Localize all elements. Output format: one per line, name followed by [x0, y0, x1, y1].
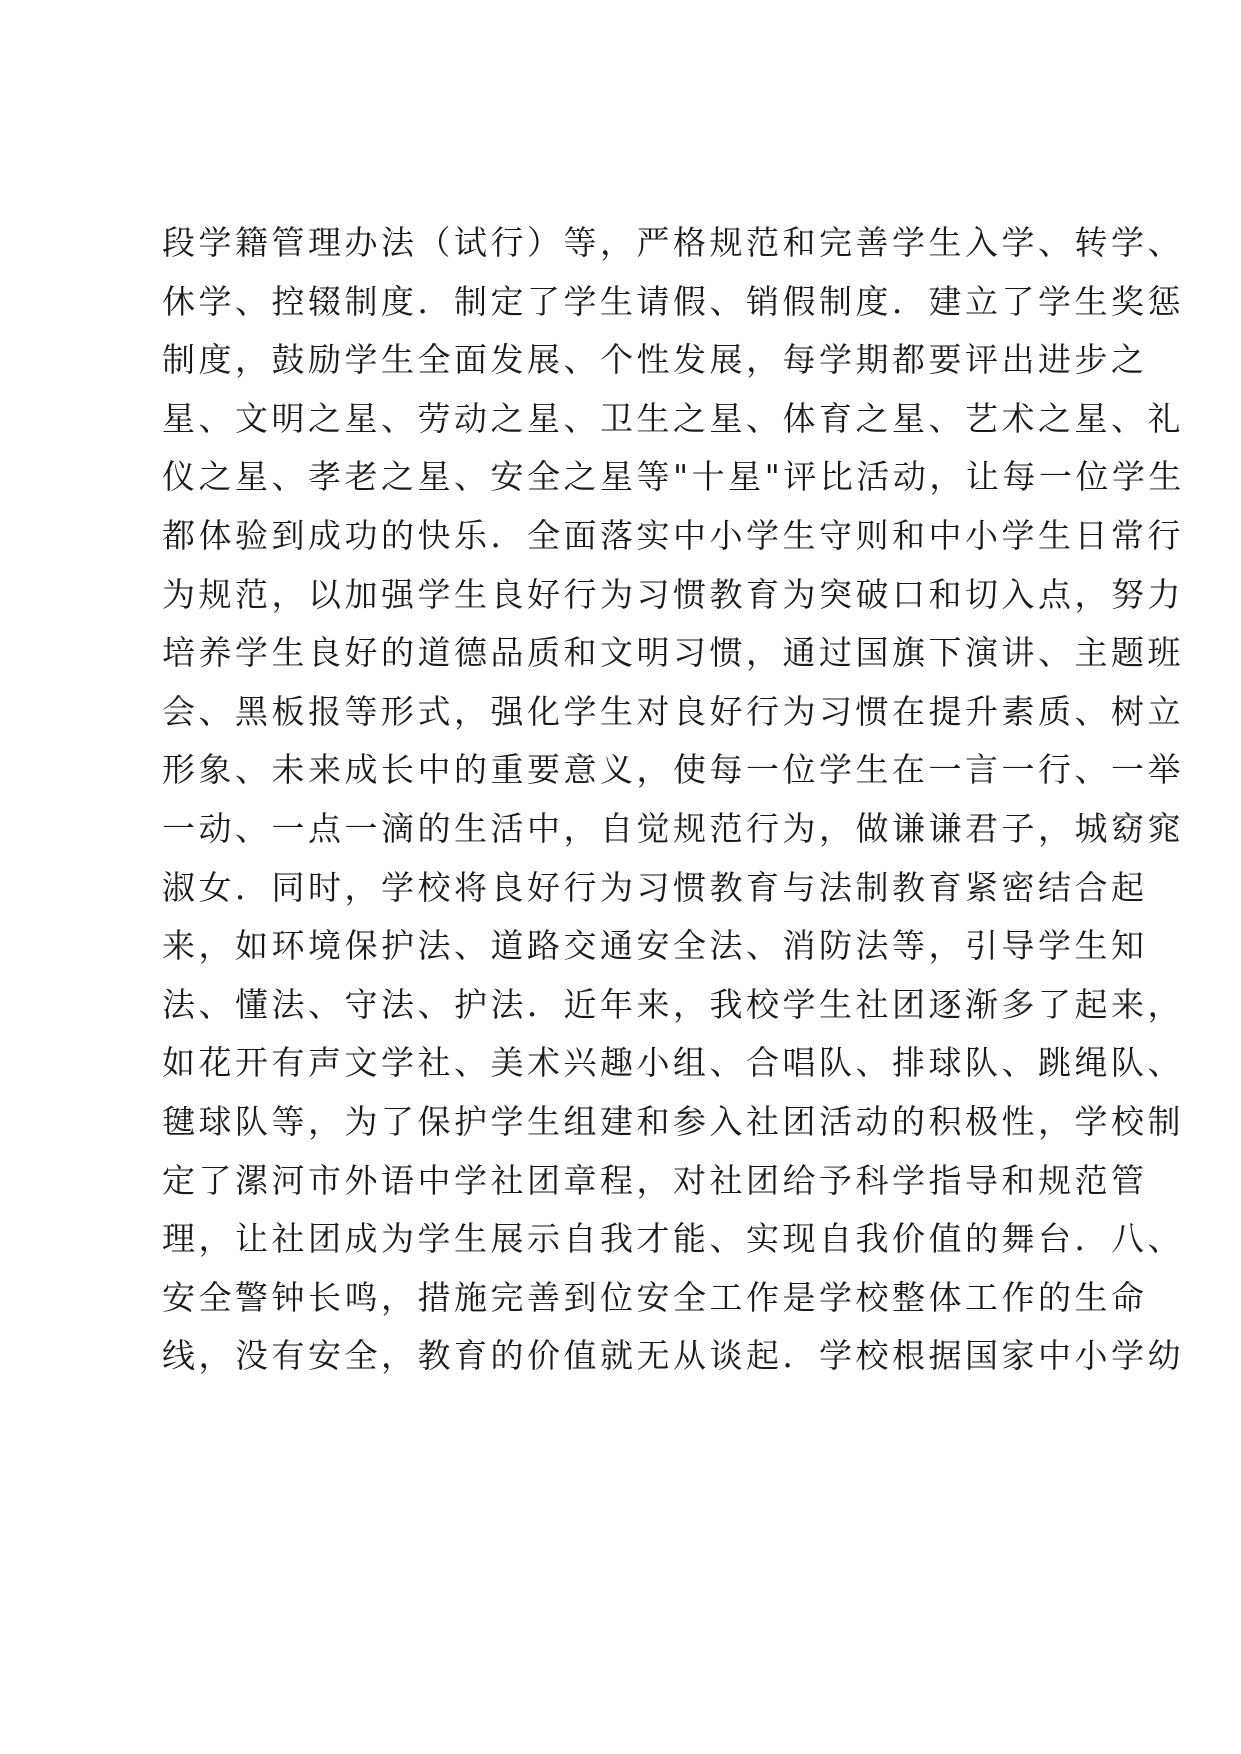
text-line: 理，让社团成为学生展示自我才能、实现自我价值的舞台．八、 [162, 1219, 1184, 1259]
text-line: 都体验到成功的快乐．全面落实中小学生守则和中小学生日常行 [162, 515, 1184, 555]
text-line: 会、黑板报等形式，强化学生对良好行为习惯在提升素质、树立 [162, 691, 1184, 731]
body-text [162, 214, 1185, 1386]
text-line: 线，没有安全，教育的价值就无从谈起．学校根据国家中小学幼 [162, 1336, 1184, 1376]
text-line: 法、懂法、守法、护法．近年来，我校学生社团逐渐多了起来， [162, 984, 1184, 1024]
text-line: 如花开有声文学社、美术兴趣小组、合唱队、排球队、跳绳队、 [162, 1043, 1184, 1083]
text-line: 为规范，以加强学生良好行为习惯教育为突破口和切入点，努力 [162, 574, 1184, 614]
text-line: 毽球队等，为了保护学生组建和参入社团活动的积极性，学校制 [162, 1101, 1184, 1141]
text-line: 段学籍管理办法（试行）等，严格规范和完善学生入学、转学、 [162, 223, 1184, 262]
text-line: 来，如环境保护法、道路交通安全法、消防法等，引导学生知 [162, 926, 1148, 966]
text-line: 安全警钟长鸣，措施完善到位安全工作是学校整体工作的生命 [162, 1277, 1148, 1317]
text-line: 仪之星、孝老之星、安全之星等"十星"评比活动，让每一位学生 [162, 457, 1185, 497]
text-line: 休学、控辍制度．制定了学生请假、销假制度．建立了学生奖惩 [162, 281, 1184, 321]
text-line: 定了漯河市外语中学社团章程，对社团给予科学指导和规范管 [162, 1160, 1148, 1200]
text-line: 一动、一点一滴的生活中，自觉规范行为，做谦谦君子，城窈窕 [162, 808, 1184, 848]
text-line: 培养学生良好的道德品质和文明习惯，通过国旗下演讲、主题班 [162, 633, 1184, 673]
text-line: 淑女．同时，学校将良好行为习惯教育与法制教育紧密结合起 [162, 867, 1148, 907]
text-line: 形象、未来成长中的重要意义，使每一位学生在一言一行、一举 [162, 750, 1184, 790]
text-line: 星、文明之星、劳动之星、卫生之星、体育之星、艺术之星、礼 [162, 398, 1184, 438]
text-line: 制度，鼓励学生全面发展、个性发展，每学期都要评出进步之 [162, 340, 1148, 380]
